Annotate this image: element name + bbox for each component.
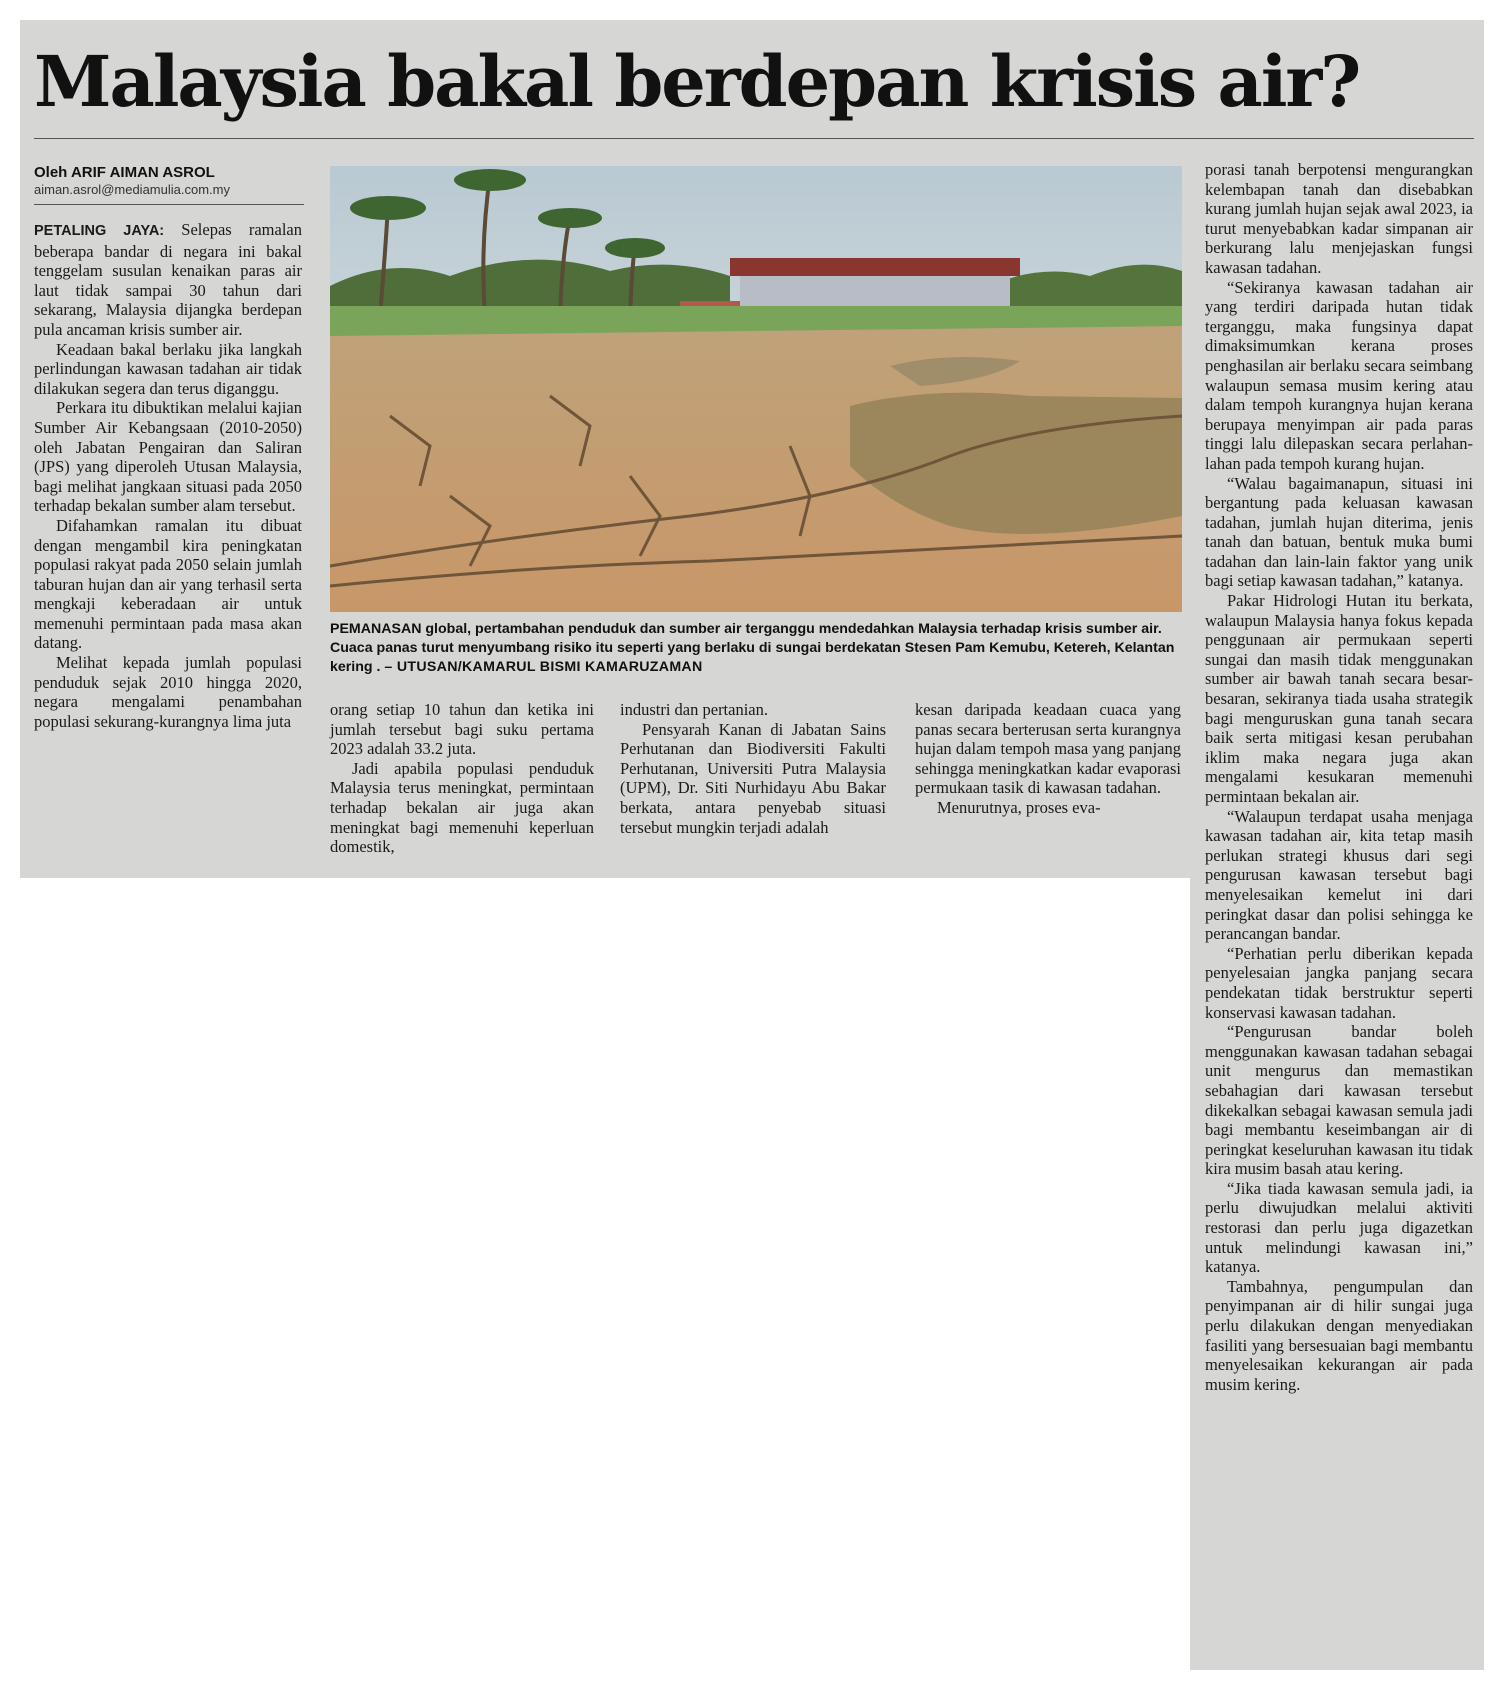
article-photo: [330, 166, 1182, 612]
body-paragraph-continued: porasi tanah berpotensi mengurangkan kelembapan tanah dan disebabkan kurang jumlah hujan sejak awal 2023, ia turut menyebabkan kadar simpanan air berkurang lalu menjejaskan fungsi kawasan tadahan.: [1205, 160, 1473, 277]
body-paragraph: “Perhatian perlu diberikan kepada penyelesaian jangka panjang secara pendekatan tidak berstruktur seperti konservasi kawasan tadahan.: [1205, 943, 1473, 1022]
byline-divider: [34, 204, 304, 205]
body-paragraph: Melihat kepada jumlah populasi penduduk sejak 2010 hingga 2020, negara mengalami penambahan populasi sekurang-kurangnya lima juta: [34, 653, 302, 731]
body-paragraph: “Walaupun terdapat usaha menjaga kawasan tadahan air, kita tetap masih perlukan strategi khusus dari segi pengurusan kawasan tersebut bagi menyelesaikan kemelut ini dari peringkat dasar dan polisi sehingga ke perancangan bandar.: [1205, 806, 1473, 944]
body-paragraph-continued: industri dan pertanian.: [620, 700, 769, 719]
body-paragraph: Perkara itu dibuktikan melalui kajian Sumber Air Kebangsaan (2010-2050) oleh Jabatan Pengairan dan Saliran (JPS) yang diperoleh Utusan Malaysia, bagi melihat jangkaan situasi pada 2050 terhadap bekalan sumber alam tersebut.: [34, 398, 302, 516]
article-column-3: [620, 700, 886, 837]
article-column-1: [34, 220, 302, 731]
body-paragraph-continued: orang setiap 10 tahun dan ketika ini jumlah tersebut bagi suku pertama 2023 adalah 33.2 juta.: [330, 700, 594, 759]
body-paragraph: Menurutnya, proses eva-: [937, 797, 1101, 817]
dry-riverbed-photo-illustration: [330, 166, 1182, 612]
byline-prefix: Oleh: [34, 164, 68, 181]
article-column-4: [915, 700, 1181, 818]
headline: Malaysia bakal berdepan krisis air?: [34, 40, 1360, 123]
body-paragraph: “Walau bagaimanapun, situasi ini bergantung pada keluasan kawasan tadahan, jumlah hujan diterima, jenis tanah dan batuan, bentuk muka bumi tadahan dan lain-lain faktor yang unik bagi setiap kawasan tadahan,” katanya.: [1205, 473, 1473, 591]
byline: [34, 164, 215, 182]
caption-lead: PEMANASAN: [330, 621, 422, 637]
body-paragraph: Pensyarah Kanan di Jabatan Sains Perhutanan dan Biodiversiti Fakulti Perhutanan, Universiti Putra Malaysia (UPM), Dr. Siti Nurhidayu Abu Bakar berkata, antara penyebab situasi tersebut mungkin terjadi adalah: [620, 719, 886, 837]
body-paragraph: Difahamkan ramalan itu dibuat dengan mengambil kira peningkatan populasi rakyat pada 2050 selain jumlah taburan hujan dan air yang terhasil serta mengkaji keberadaan air untuk memenuhi permintaan pada masa akan datang.: [34, 515, 302, 653]
body-paragraph: “Jika tiada kawasan semula jadi, ia perlu diwujudkan melalui aktiviti restorasi dan perlu juga digazetkan untuk melindungi kawasan ini,” katanya.: [1205, 1178, 1473, 1277]
byline-author: ARIF AIMAN ASROL: [70, 164, 215, 181]
photo-caption: [330, 620, 1182, 677]
lead-paragraph: [34, 220, 302, 340]
body-paragraph: Keadaan bakal berlaku jika langkah perlindungan kawasan tadahan air tidak dilakukan segera dan terus diganggu.: [34, 339, 302, 398]
headline-divider: [34, 138, 1474, 139]
body-paragraph: Jadi apabila populasi penduduk Malaysia terus meningkat, permintaan terhadap bekalan air juga akan meningkat bagi memenuhi keperluan domestik,: [330, 758, 594, 857]
article-column-5: [1205, 160, 1473, 1394]
caption-text: global, pertambahan penduduk dan sumber air terganggu mendedahkan Malaysia terhadap krisis sumber air. Cuaca panas turut menyumbang risiko itu seperti yang berlaku di sungai berdekatan Stesen Pam Kemubu, Ketereh, Kelantan kering .: [330, 621, 1175, 675]
body-paragraph-continued: kesan daripada keadaan cuaca yang panas secara berterusan serta kurangnya hujan dalam tempoh masa yang panjang sehingga meningkatkan kadar evaporasi permukaan tasik di kawasan tadahan.: [915, 700, 1181, 798]
body-paragraph: “Sekiranya kawasan tadahan air yang terdiri daripada hutan tidak terganggu, maka fungsinya dapat dimaksimumkan kerana proses penghasilan air berlaku secara seimbang walaupun semasa musim kering atau dalam tempoh kurangnya hujan kerana berupaya menyimpan air pada paras tinggi lalu dilepaskan secara perlahan-lahan pada tempoh kurang hujan.: [1205, 277, 1473, 473]
author-email: aiman.asrol@mediamulia.com.my: [34, 182, 230, 197]
lead-text: Selepas ramalan beberapa bandar di negara ini bakal tenggelam susulan kenaikan paras air laut tidak sampai 30 tahun dari sekarang, Malaysia dijangka berdepan pula ancaman krisis sumber air.: [34, 220, 302, 339]
body-paragraph: Pakar Hidrologi Hutan itu berkata, walaupun Malaysia hanya fokus kepada penggunaan air permukaan seperti sungai dan masih tidak menggunakan sumber air bawah tanah secara besar-besaran, sekiranya tiada usaha strategik bagi menguruskan guna tanah secara baik serta mitigasi kesan perubahan iklim maka negara juga akan mengalami kesukaran memenuhi permintaan bekalan air.: [1205, 591, 1473, 806]
body-paragraph: “Pengurusan bandar boleh menggunakan kawasan tadahan sebagai unit mengurus dan memastikan sebahagian dari kawasan tersebut dikekalkan sebagai kawasan semula jadi bagi membantu keseimbangan air di peringkat keseluruhan kawasan itu tidak kira musim basah atau kering.: [1205, 1022, 1473, 1179]
article-column-2: [330, 700, 594, 857]
photo-credit: – UTUSAN/KAMARUL BISMI KAMARUZAMAN: [384, 659, 703, 675]
dateline: PETALING JAYA:: [34, 223, 165, 239]
body-paragraph: Tambahnya, pengumpulan dan penyimpanan air di hilir sungai juga perlu dilakukan dengan menyediakan fasiliti yang bersesuaian bagi membantu menyelesaikan kekurangan air pada musim kering.: [1205, 1276, 1473, 1394]
